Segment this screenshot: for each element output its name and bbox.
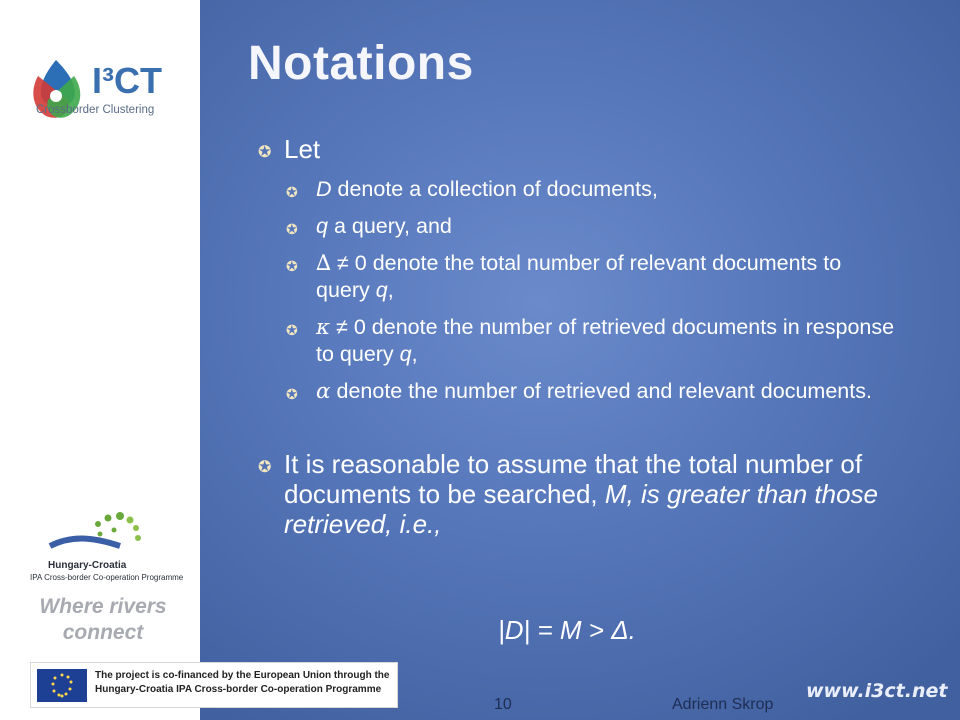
bullet-icon: ✪ [258, 459, 272, 476]
bullet-text: denote the number of retrieved and relevant documents. [330, 379, 872, 403]
footer-author: Adrienn Skrop [672, 696, 774, 713]
footer-url: www.i3ct.net [806, 680, 948, 702]
eu-flag-icon [37, 669, 87, 702]
bullet-text: ≠ 0 denote the total number of relevant documents to query [316, 251, 842, 302]
brand-subtitle: Crossborder Clustering [36, 104, 155, 116]
programme-subtitle: IPA Cross-border Co-operation Programme [30, 573, 184, 582]
bullet-text: Let [284, 134, 321, 164]
symbol-kappa: κ [316, 315, 331, 340]
programme-title: Hungary-Croatia [48, 560, 127, 571]
bullet-text: ≠ 0 denote the number of retrieved documents in response to query [316, 315, 895, 366]
logo-sidebar [0, 0, 200, 720]
var-q: q [375, 278, 388, 302]
var-q: q [316, 214, 328, 238]
eu-funding-text: The project is co-financed by the European Union through the Hungary-Croatia IPA Cross-border Co-operation Programme [95, 670, 390, 695]
bullet-icon: ✪ [286, 221, 298, 237]
slogan: Where rivers connect [39, 595, 167, 644]
sub-bullet-collection [258, 176, 898, 203]
bullet-icon: ✪ [286, 184, 298, 200]
bullet-icon: ✪ [286, 386, 298, 402]
symbol-delta: ∆ [316, 251, 332, 276]
bullet-text: It is reasonable to assume that the total number of documents to be searched, [284, 449, 863, 509]
var-d: D [316, 177, 332, 201]
bullet-icon: ✪ [258, 144, 272, 161]
eu-funding-banner [30, 662, 398, 708]
bullet-icon: ✪ [286, 322, 298, 338]
slide-number: 10 [494, 696, 512, 713]
sub-bullet-kappa [258, 314, 898, 368]
bullet-text: a query, and [327, 214, 452, 238]
brand-name: I³CT [92, 60, 162, 101]
sub-bullet-query [258, 213, 898, 240]
punct: , [411, 342, 418, 366]
var-q: q [399, 342, 412, 366]
sub-bullet-delta [258, 250, 898, 304]
bullet-assumption [258, 449, 898, 539]
bullet-let [258, 134, 898, 164]
formula: |D| = M > Δ. [498, 615, 636, 645]
bullet-icon: ✪ [286, 258, 298, 274]
bullet-text-italic: M, is greater than those retrieved, i.e., [284, 479, 879, 539]
sub-bullet-alpha [258, 378, 898, 405]
slide-body [258, 134, 898, 551]
punct: , [387, 278, 394, 302]
symbol-alpha: α [316, 379, 331, 404]
slide-title: Notations [248, 37, 474, 90]
bullet-text: denote a collection of documents, [331, 177, 658, 201]
